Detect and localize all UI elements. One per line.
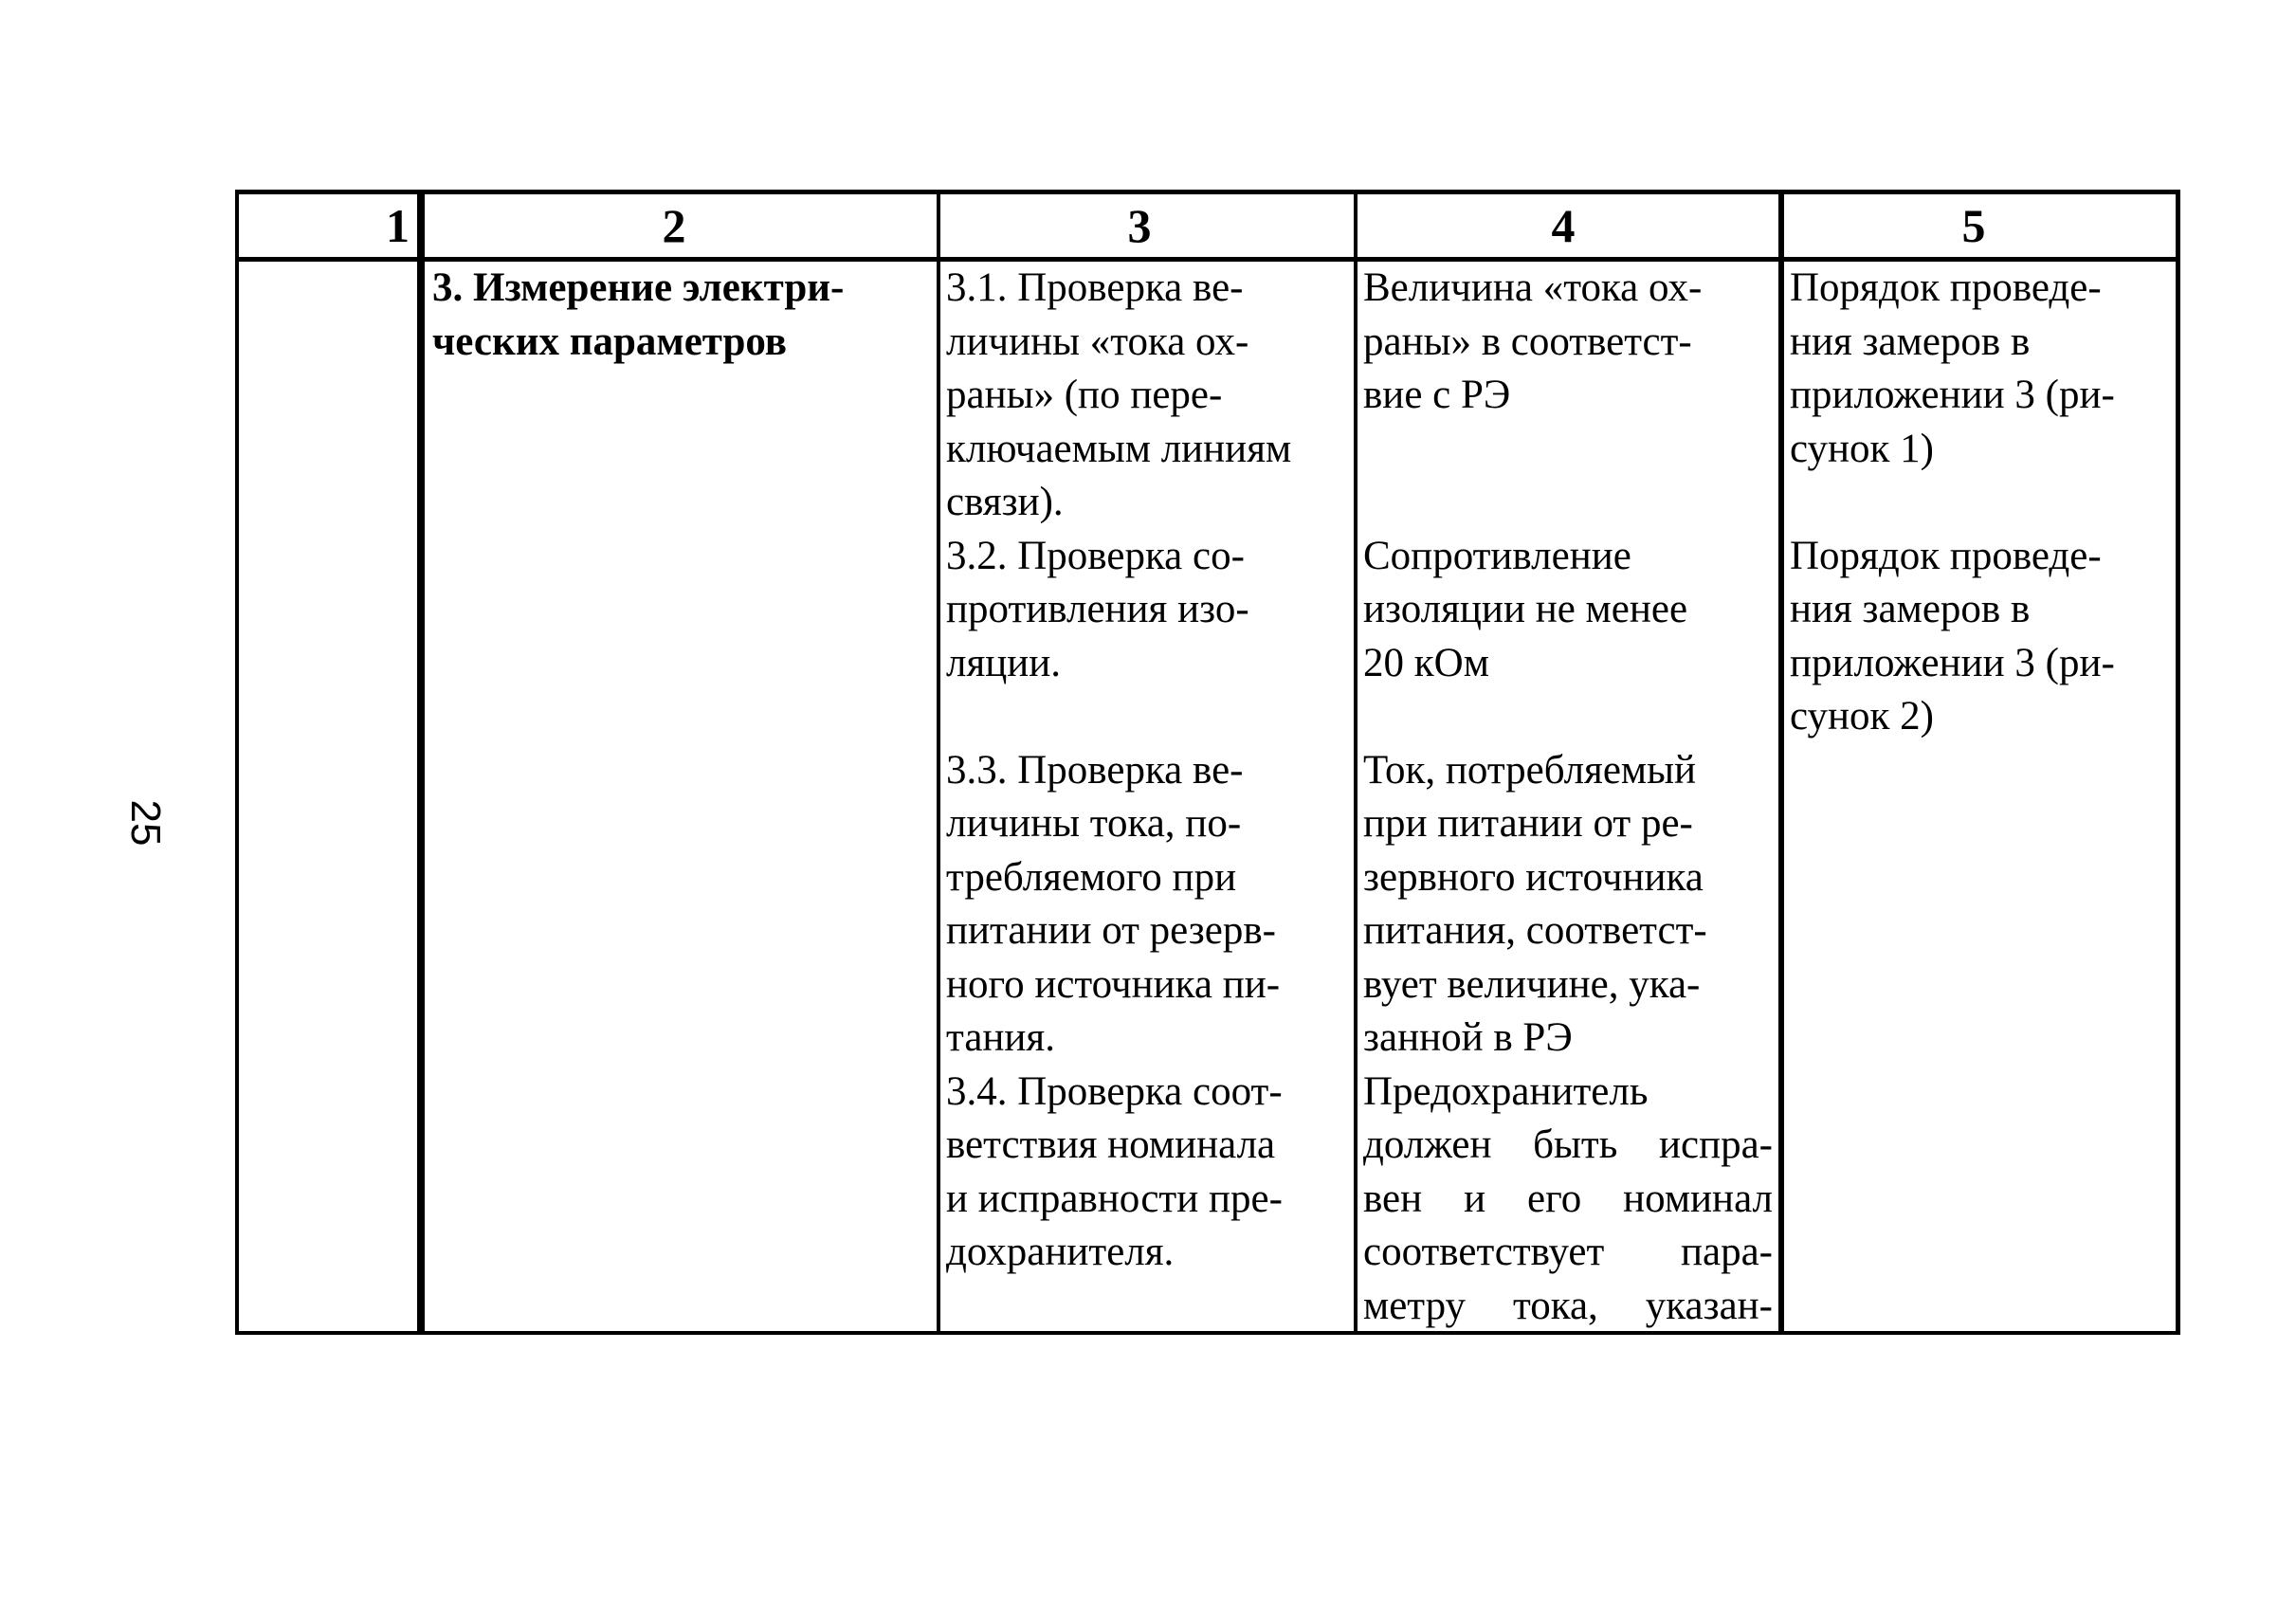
header-col-2: 2 <box>662 199 686 252</box>
cell-check-items <box>942 262 1354 1280</box>
table-header-row <box>239 194 2176 262</box>
cell-text-line: 3.3. Проверка ве- <box>946 747 1244 793</box>
cell-text-line: личины «тока ох- <box>946 319 1249 364</box>
cell-text-line: вен и его номинал <box>1363 1176 1773 1221</box>
cell-text-line <box>1790 476 2177 530</box>
cell-text-line: дохранителя. <box>946 1230 1175 1274</box>
cell-text-line <box>1363 423 1778 477</box>
cell-requirements <box>1359 262 1778 1333</box>
cell-text-line: приложении 3 (ри- <box>1790 373 2115 417</box>
cell-text-line: раны» (по пере- <box>946 373 1223 417</box>
cell-text-line: ключаемым линиям <box>946 426 1292 471</box>
header-col-5: 5 <box>1961 199 1986 252</box>
cell-text-line: зервного источника <box>1363 854 1704 900</box>
cell-text-line: Ток, потребляемый <box>1363 747 1697 793</box>
cell-text-line: вие с РЭ <box>1363 373 1511 417</box>
cell-text-line: соответствует пара- <box>1363 1230 1773 1274</box>
cell-text-line: сунок 1) <box>1790 426 1934 471</box>
cell-text-line: питании от резерв- <box>946 908 1276 953</box>
cell-text-line: ляции. <box>946 640 1062 685</box>
cell-text-line: ческих параметров <box>432 319 788 364</box>
cell-text-line: раны» в соответст- <box>1363 319 1692 364</box>
column-divider <box>1354 194 1358 1331</box>
cell-text-line: ного источника пи- <box>946 961 1281 1007</box>
cell-text-line: тания. <box>946 1015 1055 1060</box>
header-col-1: 1 <box>386 199 410 252</box>
cell-text-line: приложении 3 (ри- <box>1790 640 2115 685</box>
cell-text-line: занной в РЭ <box>1363 1015 1573 1060</box>
cell-section-title <box>427 262 937 369</box>
column-divider <box>937 194 940 1331</box>
cell-text-line: питания, соответст- <box>1363 908 1707 953</box>
cell-text-line: ния замеров в <box>1790 319 2031 364</box>
cell-text-line: и исправности пре- <box>946 1176 1283 1221</box>
cell-text-line: Порядок проведе- <box>1790 265 2102 310</box>
cell-text-line: должен быть испра- <box>1363 1122 1773 1167</box>
cell-text-line: ветствия номинала <box>946 1122 1276 1167</box>
cell-text-line: ния замеров в <box>1790 587 2031 631</box>
cell-text-line <box>1363 690 1778 744</box>
cell-text-line: сунок 2) <box>1790 694 1934 739</box>
cell-text-line: при питании от ре- <box>1363 801 1693 846</box>
cell-text-line: связи). <box>946 480 1064 524</box>
cell-text-line <box>1363 476 1778 530</box>
cell-text-line: Величина «тока ох- <box>1363 265 1703 310</box>
cell-text-line: Сопротивление <box>1363 533 1631 578</box>
cell-procedure-refs <box>1786 262 2177 744</box>
cell-text-line: Порядок проведе- <box>1790 533 2102 578</box>
header-col-3: 3 <box>1127 199 1152 252</box>
cell-text-line <box>946 690 1354 744</box>
cell-text-line: метру тока, указан- <box>1363 1283 1773 1328</box>
cell-text-line: изоляции не менее <box>1363 587 1688 631</box>
column-divider <box>1778 194 1784 1331</box>
page-number: 25 <box>122 799 169 847</box>
cell-text-line: 3.4. Проверка соот- <box>946 1068 1283 1114</box>
cell-text-line: противления изо- <box>946 587 1249 631</box>
cell-text-line: 3.2. Проверка со- <box>946 533 1245 578</box>
cell-text-line: Предохранитель <box>1363 1068 1649 1114</box>
cell-text-line: вует величине, ука- <box>1363 961 1701 1007</box>
cell-text-line: 20 кОм <box>1363 640 1489 685</box>
cell-text-line: 3.1. Проверка ве- <box>946 265 1244 310</box>
header-col-4: 4 <box>1551 199 1576 252</box>
requirements-table <box>235 190 2180 1335</box>
column-divider <box>417 194 425 1331</box>
cell-text-line: личины тока, по- <box>946 801 1242 846</box>
cell-text-line: 3. Измерение электри- <box>432 265 845 310</box>
cell-text-line: требляемого при <box>946 854 1237 900</box>
